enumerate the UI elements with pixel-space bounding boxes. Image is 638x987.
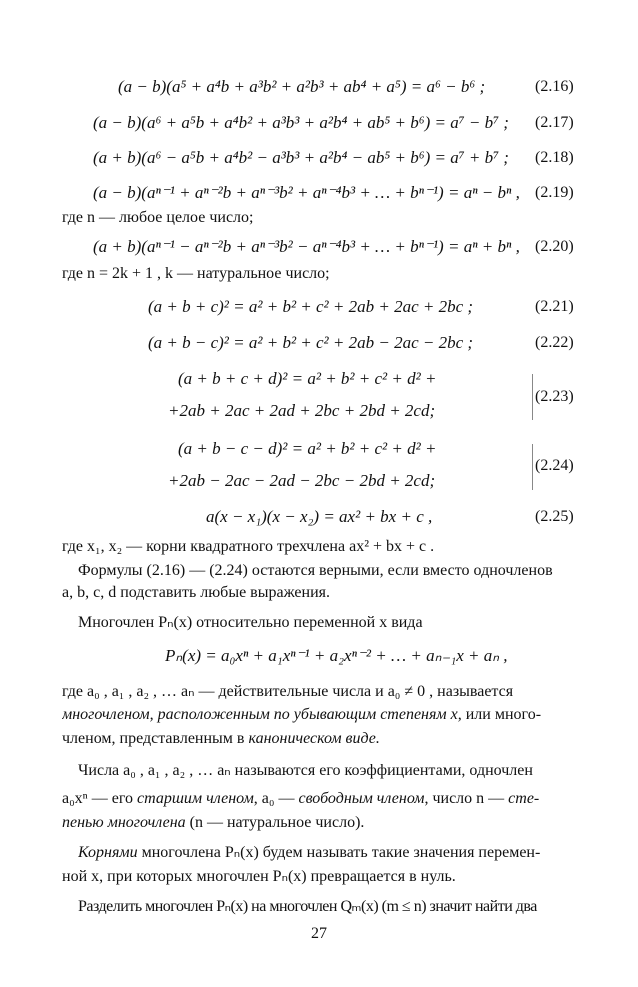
text-free-term: свободным членом	[298, 790, 425, 807]
text-leading-term: старшим членом	[136, 790, 254, 807]
text-roots-italic: Корнями	[78, 844, 138, 861]
text-where-n-any: где n — любое целое число;	[62, 209, 254, 226]
formula-number-2-22: (2.22)	[535, 334, 574, 351]
text-coefficients-line-1: Числа a₀ , a₁ , a₂ , … aₙ называются его коэффициентами, одночлен	[78, 762, 533, 779]
text-polynomial-intro: Многочлен Pₙ(x) относительно переменной x вида	[78, 614, 423, 631]
text-roots-line-1	[78, 842, 588, 862]
formula-2-18: (a + b)(a⁶ − a⁵b + a⁴b² − a³b³ + a²b⁴ − ab⁵ + b⁶) = a⁷ + b⁷ ;	[93, 148, 509, 167]
formula-2-19: (a − b)(aⁿ⁻¹ + aⁿ⁻²b + aⁿ⁻³b² + aⁿ⁻⁴b³ + … + bⁿ⁻¹) = aⁿ − bⁿ ,	[93, 183, 520, 202]
text-degree-end: пенью многочлена	[62, 814, 186, 831]
formula-2-23-line-1: (a + b + c + d)² = a² + b² + c² + d² +	[178, 369, 437, 388]
text-where-n-odd: где n = 2k + 1 , k — натуральное число;	[62, 265, 330, 282]
formula-2-22: (a + b − c)² = a² + b² + c² + 2ab − 2ac − 2bc ;	[148, 333, 474, 352]
text-degree-note: (n — натуральное число).	[185, 814, 365, 831]
text-definition-rest: или много-	[461, 706, 542, 723]
formula-polynomial: Pₙ(x) = a₀xⁿ + a₁xⁿ⁻¹ + a₂xⁿ⁻² + … + aₙ₋₁x + aₙ ,	[165, 646, 508, 665]
text-definition-line-3	[62, 730, 572, 748]
formula-2-24-bracket	[528, 444, 533, 490]
text-roots-rest: многочлена Pₙ(x) будем называть такие значения перемен-	[137, 844, 541, 861]
text-free-prefix: , a₀ —	[253, 790, 299, 807]
formula-number-2-23: (2.23)	[535, 388, 574, 405]
text-degree-prefix: , число n —	[424, 790, 509, 807]
page-number: 27	[311, 925, 327, 942]
text-roots-line-2: ной x, при которых многочлен Pₙ(x) превращается в нуль.	[62, 868, 456, 885]
formula-2-21: (a + b + c)² = a² + b² + c² + 2ab + 2ac + 2bc ;	[148, 297, 474, 316]
formula-2-24-line-1: (a + b − c − d)² = a² + b² + c² + d² +	[178, 439, 437, 458]
formula-number-2-18: (2.18)	[535, 149, 574, 166]
text-leading-prefix: a₀xⁿ — его	[62, 790, 137, 807]
text-formulas-valid-line-2: a, b, c, d подставить любые выражения.	[62, 584, 331, 601]
formula-2-24-line-2: +2ab − 2ac − 2ad − 2bc − 2bd + 2cd;	[168, 471, 436, 490]
formula-number-2-21: (2.21)	[535, 298, 574, 315]
formula-number-2-25: (2.25)	[535, 508, 574, 525]
formula-2-23-line-2: +2ab + 2ac + 2ad + 2bc + 2bd + 2cd;	[168, 401, 436, 420]
text-definition-italic: многочленом, расположенным по убывающим степеням x,	[62, 706, 462, 723]
text-coefficients-line-3	[62, 814, 572, 832]
text-formulas-valid-line-1: Формулы (2.16) — (2.24) остаются верными, если вместо одночленов	[78, 562, 553, 579]
text-coefficients-line-2	[62, 790, 572, 808]
text-degree-start: сте-	[508, 790, 540, 807]
text-divide: Разделить многочлен Pₙ(x) на многочлен Qₘ(x) (m ≤ n) значит найти два	[78, 898, 537, 915]
formula-number-2-19: (2.19)	[535, 184, 574, 201]
formula-2-23-bracket	[528, 374, 533, 420]
text-canonical-italic: каноническом виде.	[248, 730, 380, 747]
formula-2-20: (a + b)(aⁿ⁻¹ − aⁿ⁻²b + aⁿ⁻³b² − aⁿ⁻⁴b³ + … + bⁿ⁻¹) = aⁿ + bⁿ ,	[93, 237, 520, 256]
formula-2-16: (a − b)(a⁵ + a⁴b + a³b² + a²b³ + ab⁴ + a⁵) = a⁶ − b⁶ ;	[118, 77, 486, 96]
formula-number-2-20: (2.20)	[535, 238, 574, 255]
text-where-roots: где x₁, x₂ — корни квадратного трехчлена ax² + bx + c .	[62, 538, 435, 555]
text-definition-line-1: где a₀ , a₁ , a₂ , … aₙ — действительные числа и a₀ ≠ 0 , называется	[62, 683, 514, 700]
formula-2-17: (a − b)(a⁶ + a⁵b + a⁴b² + a³b³ + a²b⁴ + ab⁵ + b⁶) = a⁷ − b⁷ ;	[93, 113, 509, 132]
formula-number-2-16: (2.16)	[535, 78, 574, 95]
formula-number-2-24: (2.24)	[535, 457, 574, 474]
text-canonical-prefix: членом, представленным в	[62, 730, 249, 747]
text-definition-line-2	[62, 706, 572, 724]
formula-2-25: a(x − x₁)(x − x₂) = ax² + bx + c ,	[206, 507, 433, 526]
formula-number-2-17: (2.17)	[535, 114, 574, 131]
